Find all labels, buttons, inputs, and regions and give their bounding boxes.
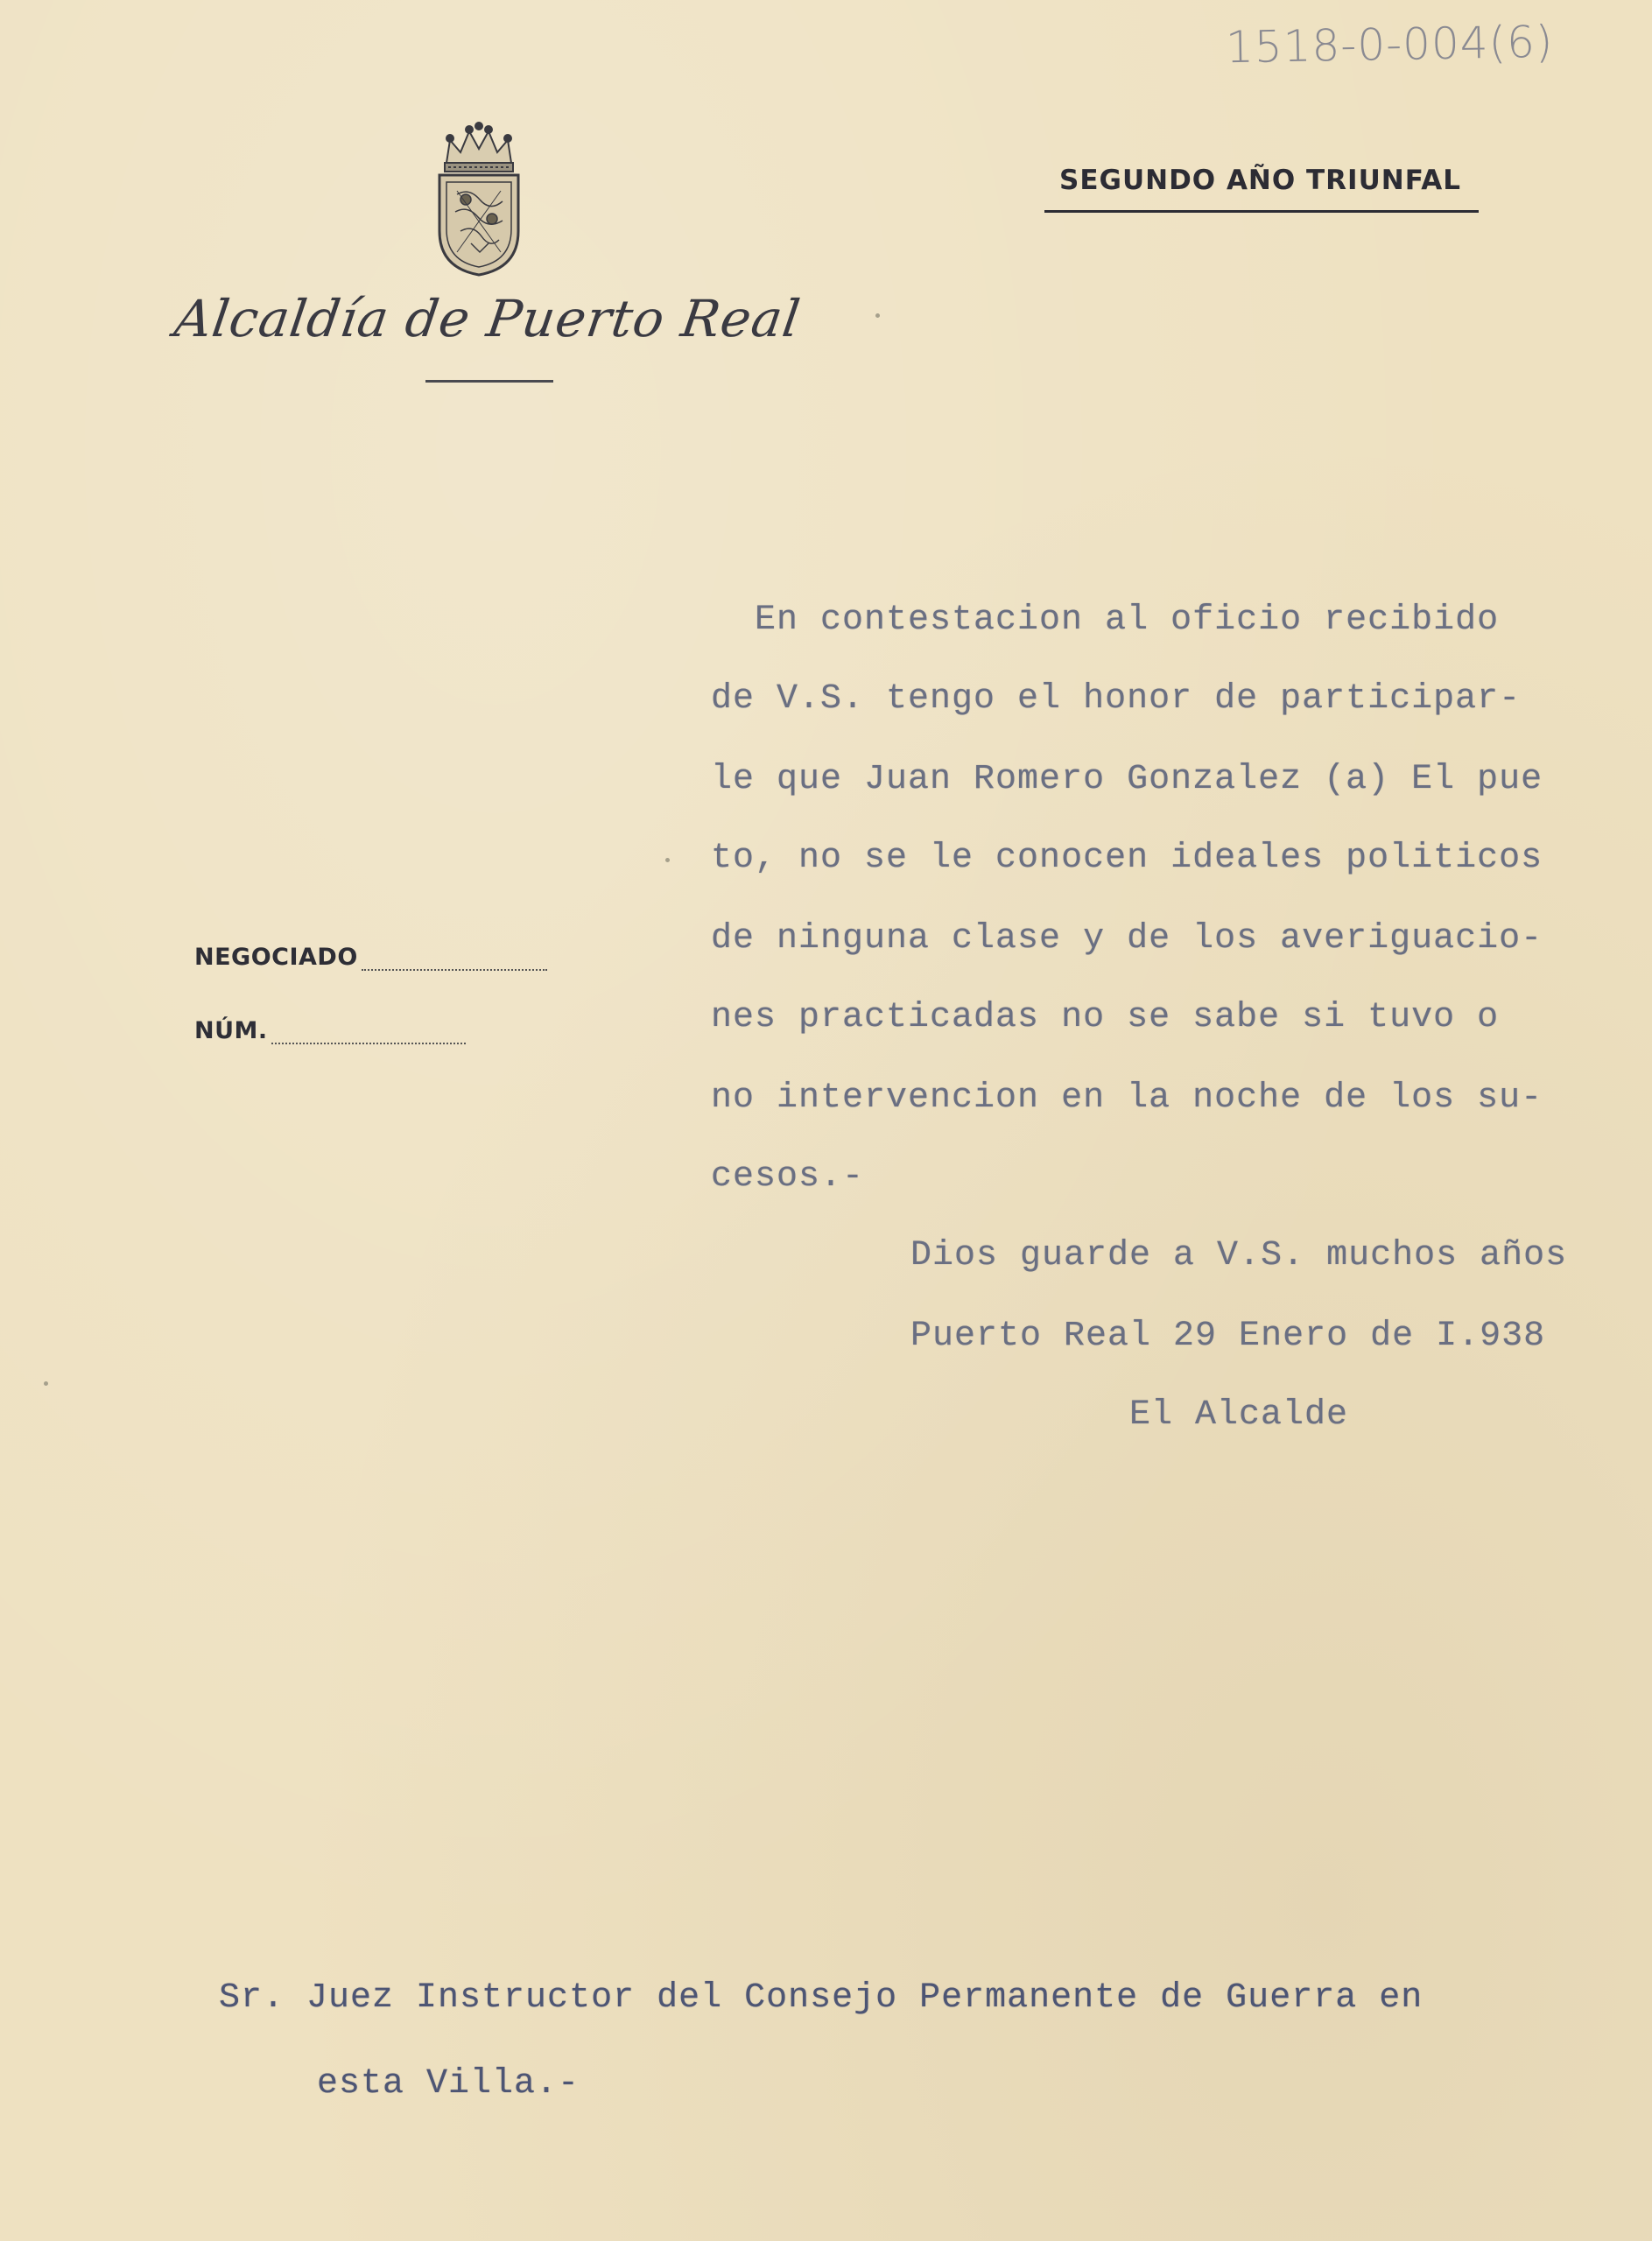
body-line-6: nes practicadas no se sabe si tuvo o <box>711 998 1500 1037</box>
paper-speck <box>875 313 880 318</box>
addressee-line-2: esta Villa.- <box>317 2064 580 2104</box>
body-line-4: to, no se le conocen ideales politicos <box>711 839 1543 878</box>
paper-speck <box>665 858 670 862</box>
body-line-8: cesos.- <box>711 1157 865 1197</box>
body-line-3: le que Juan Romero Gonzalez (a) El pue <box>711 760 1543 799</box>
municipal-coat-of-arms-icon <box>431 121 527 278</box>
body-line-2: de V.S. tengo el honor de participar- <box>711 679 1522 719</box>
negociado-label: NEGOCIADO <box>194 944 358 971</box>
num-field <box>194 1017 466 1044</box>
letterhead-underline <box>425 380 553 383</box>
letterhead-name: Alcaldía de Puerto Real <box>171 289 805 348</box>
negociado-blank-line <box>362 955 547 971</box>
closing-signatory: El Alcalde <box>1129 1395 1349 1435</box>
year-banner: SEGUNDO AÑO TRIUNFAL <box>1059 165 1462 196</box>
addressee-line-1: Sr. Juez Instructor del Consejo Permanente de Guerra en <box>219 1978 1424 2018</box>
num-label: NÚM. <box>194 1017 268 1044</box>
closing-salutation: Dios guarde a V.S. muchos años <box>910 1236 1568 1275</box>
archive-reference: 1518-0-004(6) <box>1225 16 1554 74</box>
body-line-1: En contestacion al oficio recibido <box>755 601 1500 640</box>
negociado-field <box>194 944 547 971</box>
closing-place-date: Puerto Real 29 Enero de I.938 <box>910 1317 1546 1356</box>
num-blank-line <box>271 1029 466 1044</box>
paper-speck <box>44 1381 48 1386</box>
body-line-5: de ninguna clase y de los averiguacio- <box>711 919 1543 959</box>
body-line-7: no intervencion en la noche de los su- <box>711 1078 1543 1118</box>
year-banner-underline <box>1044 210 1479 213</box>
